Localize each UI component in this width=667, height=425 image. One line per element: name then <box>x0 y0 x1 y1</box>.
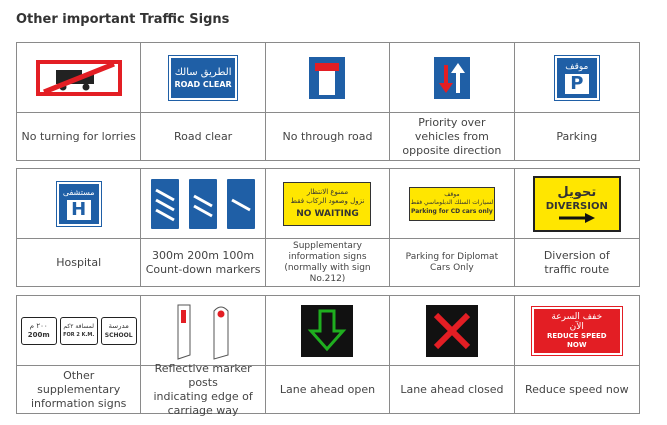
label-lane-open: Lane ahead open <box>266 366 390 413</box>
school-en: SCHOOL <box>104 331 133 339</box>
diplomat-ar2: لسيارات السلك الدبلوماسي فقط <box>410 199 494 206</box>
sign-cell-lane-open <box>266 296 390 366</box>
label-reduce-speed: Reduce speed now <box>524 382 629 396</box>
reduce-en2: NOW <box>567 340 587 349</box>
page-title: Other important Traffic Signs <box>16 12 230 27</box>
school-sign <box>101 317 137 345</box>
lane-open-arrow-icon <box>301 305 353 357</box>
sign-table-1 <box>16 42 640 161</box>
no-waiting-sign <box>283 182 371 226</box>
sign-table-2 <box>16 168 640 287</box>
diplomat-en: Parking for CD cars only <box>410 208 493 215</box>
school-ar: مدرسة <box>108 321 129 330</box>
reduce-en1: REDUCE SPEED <box>547 331 607 340</box>
label-no-turning-lorries: No turning for lorries <box>17 113 141 160</box>
road-clear-en-text: ROAD CLEAR <box>174 79 232 89</box>
label-diplomat: Parking for Diplomat Cars Only <box>390 239 514 286</box>
sign-cell-road-clear <box>141 43 265 113</box>
sign-cell-countdown <box>141 169 265 239</box>
reduce-speed-sign <box>532 307 622 355</box>
diversion-en: DIVERSION <box>545 200 608 212</box>
label-road-clear: Road clear <box>141 113 265 160</box>
hospital-letter: H <box>67 200 91 220</box>
label-diversion: Diversion of traffic route <box>543 248 610 276</box>
diplomat-ar1: موقف <box>444 191 460 198</box>
label-parking: Parking <box>556 129 598 143</box>
no-waiting-ar2: نزول وصعود الركاب فقط <box>290 196 365 205</box>
sign-cell-diplomat <box>390 169 514 239</box>
no-through-road-icon <box>307 55 347 101</box>
sign-cell-no-waiting <box>266 169 390 239</box>
no-lorries-sign-icon <box>36 60 122 96</box>
label-priority: Priority over vehicles from opposite direction <box>390 113 514 160</box>
diplomat-sign <box>409 187 495 221</box>
road-clear-ar-text: الطريق سالك <box>174 66 232 78</box>
right-arrow-icon <box>559 213 595 223</box>
parking-letter: P <box>565 74 589 94</box>
diversion-sign <box>533 176 621 232</box>
hospital-sign <box>57 182 101 226</box>
sign-cell-reduce-speed <box>515 296 639 366</box>
diversion-ar: تحويل <box>557 184 597 200</box>
parking-ar-text: موقف <box>565 61 589 72</box>
label-countdown-markers: 300m 200m 100m Count-down markers <box>141 239 265 286</box>
reduce-ar1: خفف السرعة <box>551 311 603 322</box>
reflective-posts-icon <box>168 301 238 361</box>
no-waiting-en: NO WAITING <box>296 208 359 219</box>
sign-cell-diversion <box>515 169 639 239</box>
sign-cell-lane-closed <box>390 296 514 366</box>
dist-en: 200m <box>27 330 50 339</box>
parking-sign <box>555 56 599 100</box>
distance-200m-sign <box>21 317 57 345</box>
label-supplementary: Supplementary information signs (normally with sign No.212) <box>266 239 390 286</box>
sign-cell-no-lorries <box>17 43 141 113</box>
sign-cell-hospital <box>17 169 141 239</box>
distance-en: FOR 2 K.M. <box>63 332 95 338</box>
lane-closed-x-icon <box>426 305 478 357</box>
label-hospital: Hospital <box>17 239 141 286</box>
sign-table-3 <box>16 295 640 417</box>
priority-arrows-icon <box>432 55 472 101</box>
hospital-ar-text: مستشفى <box>62 187 95 197</box>
dist-ar: ٢٠٠ م <box>29 321 48 330</box>
countdown-markers-icon <box>148 176 258 232</box>
sign-cell-no-through-road <box>266 43 390 113</box>
sign-cell-reflective-markers <box>141 296 265 366</box>
label-reflective-markers: Reflective marker posts indicating edge of carriage way <box>141 366 265 413</box>
sign-cell-parking <box>515 43 639 113</box>
label-lane-closed: Lane ahead closed <box>390 366 514 413</box>
road-clear-sign <box>169 56 237 100</box>
distance-ar: لمسافة ٢كم <box>63 323 94 330</box>
label-no-through-road: No through road <box>266 113 390 160</box>
reduce-ar2: الآن <box>569 321 584 332</box>
sign-cell-priority <box>390 43 514 113</box>
no-waiting-ar1: ممنوع الانتظار <box>306 187 349 196</box>
label-other-supplementary: Other supplementary information signs <box>17 366 141 413</box>
distance-2km-sign <box>60 317 98 345</box>
sign-cell-other-supplementary <box>17 296 141 366</box>
